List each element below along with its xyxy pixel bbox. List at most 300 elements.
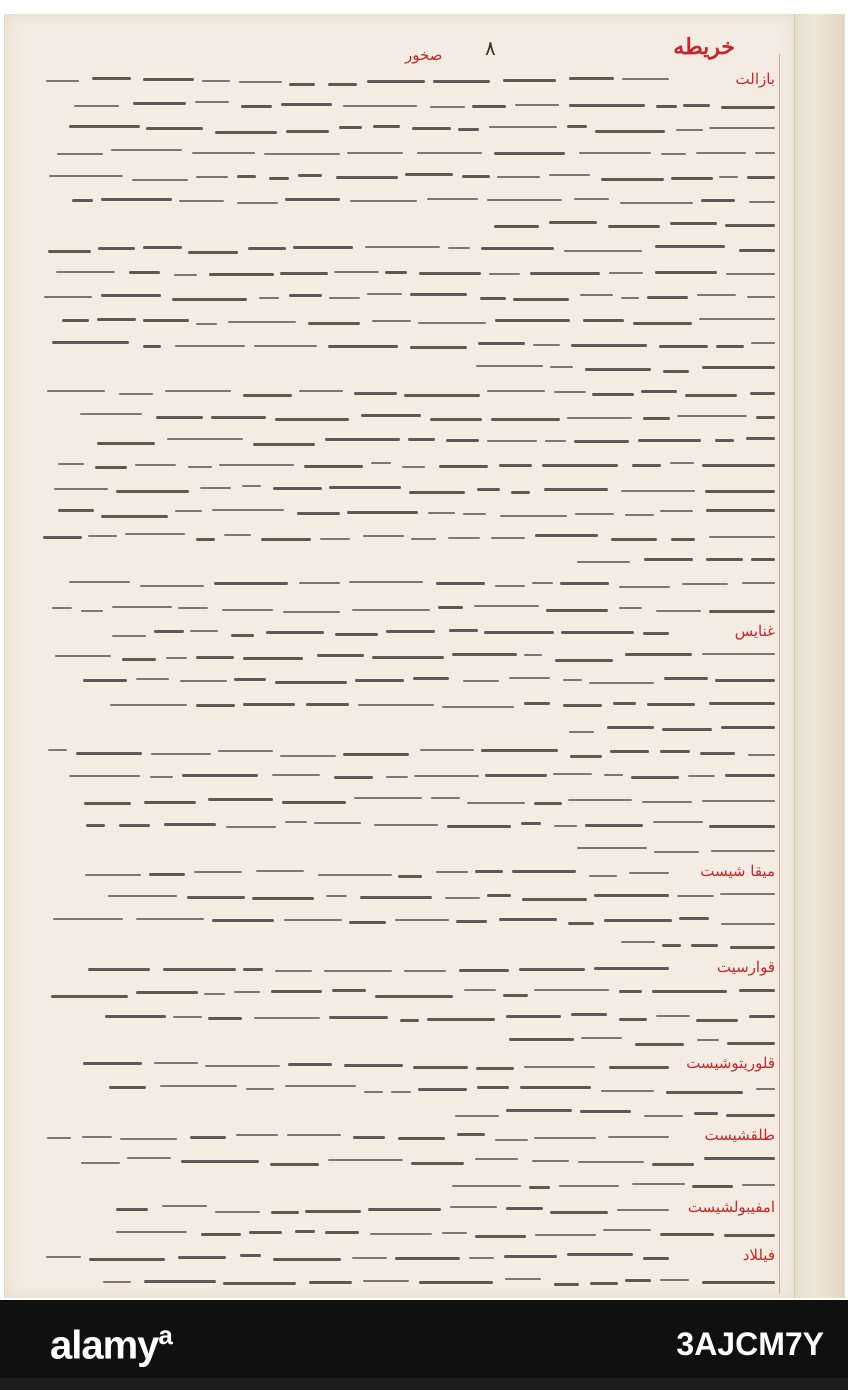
handwriting-stroke <box>72 199 93 202</box>
handwriting-stroke <box>609 1066 669 1069</box>
handwriting-stroke <box>174 274 197 276</box>
handwriting-stroke <box>194 871 242 873</box>
handwriting-stroke <box>256 870 304 872</box>
handwriting-stroke <box>702 653 775 655</box>
handwriting-stroke <box>696 1019 739 1022</box>
handwriting-stroke <box>101 515 168 518</box>
handwriting-stroke <box>513 298 569 301</box>
handwriting-stroke <box>475 1235 527 1238</box>
text-line <box>27 1270 779 1292</box>
handwriting-stroke <box>231 634 254 637</box>
handwriting-stroke <box>494 152 565 155</box>
handwriting-stroke <box>136 678 169 680</box>
handwriting-stroke <box>697 1039 719 1041</box>
handwriting-stroke <box>196 538 215 541</box>
handwriting-stroke <box>205 1065 280 1067</box>
text-line <box>27 454 779 476</box>
handwriting-stroke <box>234 678 266 681</box>
handwriting-stroke <box>652 990 727 993</box>
handwriting-stroke <box>564 250 642 252</box>
handwriting-stroke <box>52 341 129 344</box>
handwriting-stroke <box>746 437 775 440</box>
text-line <box>27 406 779 428</box>
handwriting-stroke <box>143 319 189 322</box>
handwriting-stroke <box>69 581 130 583</box>
handwriting-stroke <box>154 1062 198 1064</box>
handwriting-stroke <box>647 296 688 299</box>
handwriting-stroke <box>58 463 84 465</box>
handwriting-stroke <box>62 319 89 322</box>
handwriting-stroke <box>445 897 481 899</box>
handwriting-stroke <box>534 802 562 805</box>
handwriting-stroke <box>209 273 274 276</box>
handwriting-stroke <box>570 755 602 758</box>
manuscript-page <box>4 14 795 1298</box>
handwriting-stroke <box>611 538 657 541</box>
handwriting-stroke <box>165 390 231 392</box>
handwriting-stroke <box>448 537 480 539</box>
handwriting-stroke <box>202 80 230 82</box>
text-line <box>27 142 779 164</box>
handwriting-stroke <box>742 1184 775 1186</box>
handwriting-stroke <box>208 1017 242 1020</box>
handwriting-stroke <box>414 775 479 777</box>
handwriting-stroke <box>86 824 106 827</box>
handwriting-stroke <box>585 368 651 371</box>
handwriting-stroke <box>48 250 91 253</box>
handwriting-stroke <box>739 989 775 992</box>
handwriting-stroke <box>420 749 474 751</box>
handwriting-stroke <box>223 1282 295 1285</box>
handwriting-stroke <box>349 921 386 924</box>
handwriting-stroke <box>521 822 541 825</box>
handwriting-stroke <box>574 198 609 200</box>
handwriting-stroke <box>240 1254 261 1257</box>
handwriting-stroke <box>742 582 775 584</box>
handwriting-stroke <box>320 538 350 540</box>
handwriting-stroke <box>105 1015 167 1018</box>
handwriting-stroke <box>580 1110 632 1113</box>
handwriting-stroke <box>349 581 423 583</box>
handwriting-stroke <box>317 654 365 657</box>
handwriting-stroke <box>563 679 582 681</box>
handwriting-stroke <box>484 631 554 634</box>
handwriting-stroke <box>709 536 775 538</box>
handwriting-stroke <box>101 198 172 201</box>
handwriting-stroke <box>143 246 182 249</box>
handwriting-stroke <box>328 83 357 86</box>
handwriting-stroke <box>164 823 216 826</box>
handwriting-stroke <box>273 1258 341 1261</box>
handwriting-stroke <box>212 509 284 511</box>
handwriting-stroke <box>51 995 128 998</box>
text-line <box>27 118 779 140</box>
handwriting-stroke <box>350 200 418 202</box>
handwriting-stroke <box>475 870 503 873</box>
handwriting-stroke <box>122 658 156 661</box>
handwriting-stroke <box>367 293 403 295</box>
handwriting-stroke <box>150 776 172 778</box>
handwriting-stroke <box>617 1209 669 1211</box>
entry-heading: بازالت <box>735 70 775 88</box>
handwriting-stroke <box>702 1281 775 1284</box>
handwriting-stroke <box>601 178 663 181</box>
handwriting-stroke <box>499 918 557 921</box>
handwriting-stroke <box>413 677 449 680</box>
handwriting-stroke <box>442 706 514 708</box>
handwriting-stroke <box>670 462 694 464</box>
handwriting-stroke <box>609 272 642 274</box>
handwriting-stroke <box>285 1085 356 1087</box>
handwriting-stroke <box>662 728 711 731</box>
handwriting-stroke <box>81 610 103 612</box>
handwriting-stroke <box>404 970 446 972</box>
text-line <box>27 550 779 572</box>
handwriting-stroke <box>601 1090 654 1092</box>
handwriting-stroke <box>709 825 775 828</box>
handwriting-stroke <box>574 440 629 443</box>
handwriting-stroke <box>711 850 775 852</box>
handwriting-stroke <box>663 370 689 373</box>
handwriting-stroke <box>671 177 712 180</box>
handwriting-stroke <box>228 321 296 323</box>
handwriting-stroke <box>188 251 238 254</box>
handwriting-stroke <box>485 774 547 777</box>
handwriting-stroke <box>671 538 695 541</box>
handwriting-stroke <box>408 438 435 441</box>
text-line <box>27 166 779 188</box>
handwriting-stroke <box>727 1042 775 1045</box>
handwriting-stroke <box>427 198 478 200</box>
handwriting-stroke <box>720 893 775 895</box>
handwriting-stroke <box>395 919 450 921</box>
handwriting-stroke <box>560 582 609 585</box>
handwriting-stroke <box>241 105 272 108</box>
text-line <box>27 670 779 692</box>
handwriting-stroke <box>127 1157 171 1159</box>
handwriting-stroke <box>749 1015 775 1018</box>
handwriting-stroke <box>400 1019 419 1022</box>
handwriting-stroke <box>249 1231 282 1234</box>
handwriting-stroke <box>243 657 303 660</box>
handwriting-stroke <box>367 80 425 83</box>
handwriting-stroke <box>288 1063 331 1066</box>
entry-heading: قلوريتوشيست <box>686 1054 775 1072</box>
handwriting-stroke <box>144 801 196 804</box>
handwriting-stroke <box>660 1279 689 1281</box>
handwriting-stroke <box>709 702 775 705</box>
handwriting-stroke <box>706 558 743 561</box>
handwriting-stroke <box>283 611 340 613</box>
handwriting-stroke <box>363 535 404 537</box>
handwriting-stroke <box>491 537 525 539</box>
handwriting-stroke <box>284 919 342 921</box>
handwriting-stroke <box>544 488 608 491</box>
handwriting-stroke <box>200 487 230 489</box>
handwriting-stroke <box>361 414 421 417</box>
text-line <box>27 478 779 500</box>
handwriting-stroke <box>697 294 736 296</box>
handwriting-stroke <box>705 490 775 493</box>
handwriting-stroke <box>499 464 532 467</box>
text-line <box>27 190 779 212</box>
handwriting-stroke <box>716 345 744 348</box>
handwriting-stroke <box>567 1253 634 1256</box>
handwriting-stroke <box>82 1136 112 1138</box>
handwriting-stroke <box>347 152 403 154</box>
handwriting-stroke <box>269 177 289 180</box>
handwriting-stroke <box>751 558 775 561</box>
handwriting-stroke <box>694 1112 718 1115</box>
handwriting-stroke <box>449 629 479 632</box>
text-line <box>27 958 779 980</box>
handwriting-stroke <box>427 1018 495 1021</box>
handwriting-stroke <box>119 393 154 395</box>
handwriting-stroke <box>88 535 117 537</box>
handwriting-stroke <box>305 1210 361 1213</box>
handwriting-stroke <box>721 923 775 925</box>
handwriting-stroke <box>561 631 634 634</box>
handwriting-stroke <box>431 797 460 799</box>
handwriting-stroke <box>243 968 263 971</box>
handwriting-stroke <box>395 1257 460 1260</box>
text-line <box>27 358 779 380</box>
handwriting-stroke <box>179 200 224 202</box>
handwriting-stroke <box>175 510 202 512</box>
handwriting-stroke <box>632 464 662 467</box>
handwriting-stroke <box>266 631 324 634</box>
handwriting-stroke <box>506 1015 560 1018</box>
handwriting-stroke <box>589 875 617 877</box>
handwriting-stroke <box>660 1233 714 1236</box>
handwriting-stroke <box>709 610 775 613</box>
handwriting-stroke <box>306 703 349 706</box>
handwriting-stroke <box>452 1185 521 1187</box>
handwriting-stroke <box>644 558 694 561</box>
handwriting-stroke <box>472 105 506 108</box>
handwriting-stroke <box>647 703 694 706</box>
handwriting-stroke <box>569 104 644 107</box>
handwriting-stroke <box>568 799 632 801</box>
text-line <box>27 910 779 932</box>
handwriting-stroke <box>594 967 669 970</box>
handwriting-stroke <box>655 271 717 274</box>
handwriting-stroke <box>140 585 204 587</box>
handwriting-stroke <box>254 1017 320 1019</box>
handwriting-stroke <box>581 1037 622 1039</box>
handwriting-stroke <box>696 152 746 154</box>
handwriting-stroke <box>190 630 217 632</box>
handwriting-stroke <box>577 561 630 563</box>
handwriting-stroke <box>659 345 708 348</box>
handwriting-stroke <box>664 677 709 680</box>
handwriting-stroke <box>143 345 161 348</box>
handwriting-stroke <box>494 225 540 228</box>
handwriting-stroke <box>222 609 273 611</box>
handwriting-stroke <box>328 345 398 348</box>
entry-heading: غنايس <box>734 622 775 640</box>
handwriting-stroke <box>455 1115 499 1117</box>
handwriting-stroke <box>54 488 108 490</box>
text-line <box>27 526 779 548</box>
handwriting-stroke <box>110 704 188 706</box>
handwriting-stroke <box>726 273 775 275</box>
handwriting-stroke <box>701 199 736 202</box>
handwriting-stroke <box>370 1233 431 1235</box>
text-line <box>27 598 779 620</box>
handwriting-stroke <box>463 513 486 515</box>
handwriting-stroke <box>56 271 115 273</box>
handwriting-stroke <box>214 582 288 585</box>
handwriting-stroke <box>46 80 78 82</box>
handwriting-stroke <box>462 175 490 178</box>
handwriting-stroke <box>702 366 775 369</box>
handwriting-stroke <box>173 1016 202 1018</box>
text-line <box>27 1030 779 1052</box>
handwriting-stroke <box>677 415 747 417</box>
handwriting-stroke <box>477 488 499 491</box>
handwriting-stroke <box>243 394 292 397</box>
handwriting-stroke <box>236 1134 279 1136</box>
handwriting-stroke <box>589 682 654 684</box>
handwriting-stroke <box>656 1015 689 1017</box>
handwriting-stroke <box>442 1232 467 1234</box>
handwriting-stroke <box>676 129 703 131</box>
handwriting-stroke <box>271 990 322 993</box>
handwriting-stroke <box>253 443 315 446</box>
handwriting-stroke <box>654 851 699 853</box>
handwriting-stroke <box>666 1091 743 1094</box>
handwriting-stroke <box>88 968 150 971</box>
handwriting-stroke <box>411 538 436 540</box>
handwriting-stroke <box>372 656 445 659</box>
handwriting-stroke <box>195 101 229 103</box>
handwriting-stroke <box>487 440 538 442</box>
handwriting-stroke <box>535 534 598 537</box>
handwriting-stroke <box>692 1185 733 1188</box>
handwriting-stroke <box>201 1233 241 1236</box>
handwriting-stroke <box>751 342 775 344</box>
handwriting-stroke <box>480 297 506 300</box>
handwriting-stroke <box>430 418 482 421</box>
handwriting-stroke <box>567 125 587 128</box>
handwriting-stroke <box>532 582 553 584</box>
handwriting-stroke <box>212 919 273 922</box>
handwriting-stroke <box>500 515 567 517</box>
handwriting-stroke <box>653 821 703 823</box>
handwriting-stroke <box>568 922 594 925</box>
handwriting-stroke <box>608 1136 669 1138</box>
handwriting-stroke <box>418 322 486 324</box>
text-line <box>27 334 779 356</box>
handwriting-stroke <box>662 944 681 947</box>
handwriting-stroke <box>215 131 277 134</box>
handwriting-stroke <box>550 1211 608 1214</box>
handwriting-stroke <box>120 1138 178 1140</box>
handwriting-stroke <box>702 800 775 802</box>
handwriting-stroke <box>178 1256 226 1259</box>
handwriting-stroke <box>280 755 336 757</box>
text-line <box>27 1222 779 1244</box>
handwriting-stroke <box>691 944 718 947</box>
handwriting-stroke <box>133 102 186 105</box>
handwriting-stroke <box>299 582 339 584</box>
text-line <box>27 886 779 908</box>
handwriting-stroke <box>373 125 399 128</box>
handwriting-stroke <box>318 874 392 876</box>
handwriting-stroke <box>295 1230 314 1233</box>
handwriting-stroke <box>109 1086 146 1089</box>
handwriting-stroke <box>85 874 141 876</box>
handwriting-stroke <box>456 920 487 923</box>
handwriting-stroke <box>365 246 440 248</box>
handwriting-stroke <box>411 1162 464 1165</box>
handwriting-stroke <box>704 1157 775 1160</box>
handwriting-stroke <box>254 345 317 347</box>
handwriting-stroke <box>685 394 736 397</box>
handwriting-stroke <box>211 416 266 419</box>
handwriting-stroke <box>715 439 734 442</box>
handwriting-stroke <box>166 657 188 659</box>
handwriting-stroke <box>495 1139 527 1141</box>
handwriting-stroke <box>739 249 775 252</box>
section-label: صخور <box>405 46 443 64</box>
handwriting-stroke <box>334 271 379 273</box>
handwriting-stroke <box>363 1280 410 1282</box>
handwriting-stroke <box>371 462 391 464</box>
handwriting-stroke <box>325 1231 359 1234</box>
handwriting-stroke <box>702 464 775 467</box>
handwriting-stroke <box>459 969 509 972</box>
text-line <box>27 718 779 740</box>
handwriting-stroke <box>285 821 307 823</box>
handwriting-stroke <box>242 485 261 487</box>
handwriting-stroke <box>721 726 775 729</box>
handwriting-stroke <box>578 1161 644 1163</box>
handwriting-stroke <box>215 1211 261 1213</box>
handwriting-stroke <box>336 176 398 179</box>
entry-heading: قوارسيت <box>716 958 775 976</box>
handwriting-stroke <box>103 1281 131 1283</box>
handwriting-stroke <box>328 1159 403 1161</box>
handwriting-stroke <box>111 149 182 151</box>
handwriting-stroke <box>656 610 701 612</box>
handwriting-stroke <box>43 536 81 539</box>
handwriting-stroke <box>339 126 362 129</box>
handwriting-stroke <box>163 968 236 971</box>
handwriting-stroke <box>325 438 401 441</box>
text-line <box>27 1102 779 1124</box>
handwriting-stroke <box>550 366 574 368</box>
handwriting-stroke <box>633 322 691 325</box>
handwriting-stroke <box>625 1279 652 1282</box>
handwriting-stroke <box>272 774 320 776</box>
brand-name: alamy <box>50 1323 159 1368</box>
handwriting-stroke <box>607 726 654 729</box>
handwriting-stroke <box>497 176 540 178</box>
handwriting-stroke <box>353 1136 385 1139</box>
handwriting-stroke <box>592 393 634 396</box>
handwriting-stroke <box>332 989 367 992</box>
handwriting-stroke <box>95 466 127 469</box>
handwriting-stroke <box>515 104 559 106</box>
handwriting-stroke <box>129 271 161 274</box>
handwriting-stroke <box>430 106 464 108</box>
text-line <box>27 622 779 644</box>
handwriting-stroke <box>188 466 212 468</box>
text-line <box>27 1150 779 1172</box>
text-line <box>27 1246 779 1268</box>
